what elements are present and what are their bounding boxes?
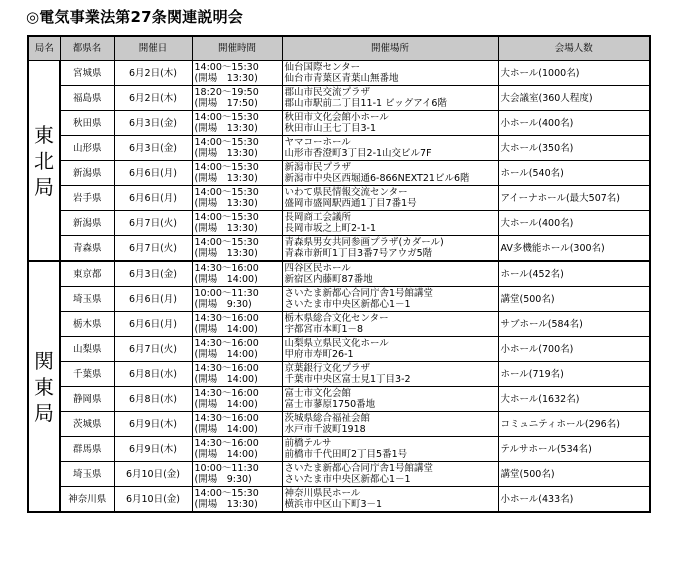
venue-cell	[282, 387, 498, 412]
doors-open-time: (開場 13:30)	[194, 148, 258, 159]
time-cell	[192, 412, 282, 437]
table-body	[28, 61, 650, 513]
briefing-schedule-table	[27, 35, 651, 513]
time-cell	[192, 287, 282, 312]
time-range: 14:30～16:00	[194, 313, 259, 324]
venue-cell	[282, 487, 498, 513]
venue-name: 栃木県総合文化センター	[284, 313, 389, 324]
venue-address: さいたま市中央区新都心1－1	[284, 474, 411, 485]
venue-name: 長岡商工会議所	[284, 212, 352, 223]
bureau-char: 東	[34, 122, 54, 147]
table-row	[28, 136, 650, 161]
time-range: 10:00～11:30	[194, 463, 259, 474]
capacity-cell: 大会議室(360人程度)	[498, 86, 650, 111]
venue-name: 青森県男女共同参画プラザ(カダール)	[284, 237, 444, 248]
capacity-cell: アイーナホール(最大507名)	[498, 186, 650, 211]
prefecture-cell: 山形県	[60, 136, 114, 161]
doors-open-time: (開場 14:00)	[194, 399, 258, 410]
capacity-cell: 大ホール(350名)	[498, 136, 650, 161]
venue-name: 茨城県総合福祉会館	[284, 413, 371, 424]
doors-open-time: (開場 13:30)	[194, 123, 258, 134]
bureau-char: 局	[34, 400, 54, 425]
time-range: 14:30～16:00	[194, 413, 259, 424]
venue-cell	[282, 61, 498, 86]
doors-open-time: (開場 14:00)	[194, 274, 258, 285]
time-cell	[192, 312, 282, 337]
table-row	[28, 487, 650, 513]
header-prefecture: 都県名	[60, 36, 114, 61]
venue-address: 秋田市山王七丁目3-1	[284, 123, 377, 134]
table-row	[28, 412, 650, 437]
time-cell	[192, 136, 282, 161]
doors-open-time: (開場 14:00)	[194, 324, 258, 335]
document-title: ◎電気事業法第27条関連説明会	[26, 8, 243, 26]
time-range: 14:30～16:00	[194, 388, 259, 399]
bureau-char: 局	[34, 174, 54, 199]
capacity-cell: 小ホール(700名)	[498, 337, 650, 362]
time-range: 14:00～15:30	[194, 187, 259, 198]
header-date: 開催日	[114, 36, 192, 61]
capacity-cell: 大ホール(400名)	[498, 211, 650, 236]
header-venue: 開催場所	[282, 36, 498, 61]
capacity-cell: 大ホール(1000名)	[498, 61, 650, 86]
prefecture-cell: 群馬県	[60, 437, 114, 462]
date-cell: 6月8日(水)	[114, 387, 192, 412]
time-range: 18:20～19:50	[194, 87, 259, 98]
prefecture-cell: 新潟県	[60, 211, 114, 236]
venue-name: 秋田市文化会館小ホール	[284, 112, 389, 123]
doors-open-time: (開場 13:30)	[194, 223, 258, 234]
prefecture-cell: 栃木県	[60, 312, 114, 337]
date-cell: 6月7日(火)	[114, 236, 192, 262]
venue-cell	[282, 412, 498, 437]
date-cell: 6月9日(木)	[114, 412, 192, 437]
date-cell: 6月6日(月)	[114, 186, 192, 211]
date-cell: 6月10日(金)	[114, 462, 192, 487]
venue-cell	[282, 211, 498, 236]
venue-address: 前橋市千代田町2丁目5番1号	[284, 449, 408, 460]
prefecture-cell: 埼玉県	[60, 462, 114, 487]
time-cell	[192, 462, 282, 487]
header-time: 開催時間	[192, 36, 282, 61]
table-row	[28, 387, 650, 412]
prefecture-cell: 新潟県	[60, 161, 114, 186]
table-row	[28, 236, 650, 262]
table-row	[28, 261, 650, 287]
venue-address: 横浜市中区山下町3－1	[284, 499, 383, 510]
date-cell: 6月2日(木)	[114, 61, 192, 86]
table-row	[28, 211, 650, 236]
venue-name: 新潟市民プラザ	[284, 162, 352, 173]
time-range: 14:00～15:30	[194, 488, 259, 499]
time-cell	[192, 236, 282, 262]
doors-open-time: (開場 14:00)	[194, 374, 258, 385]
venue-name: さいたま新都心合同庁舎1号館講堂	[284, 463, 434, 474]
table-row	[28, 186, 650, 211]
capacity-cell: 講堂(500名)	[498, 287, 650, 312]
capacity-cell: 講堂(500名)	[498, 462, 650, 487]
venue-name: 京葉銀行文化プラザ	[284, 363, 371, 374]
time-range: 14:30～16:00	[194, 438, 259, 449]
prefecture-cell: 千葉県	[60, 362, 114, 387]
venue-address: 仙台市青葉区青葉山無番地	[284, 73, 399, 84]
capacity-cell: コミュニティホール(296名)	[498, 412, 650, 437]
time-cell	[192, 186, 282, 211]
date-cell: 6月3日(金)	[114, 136, 192, 161]
venue-address: 甲府市寿町26-1	[284, 349, 354, 360]
time-range: 10:00～11:30	[194, 288, 259, 299]
prefecture-cell: 静岡県	[60, 387, 114, 412]
time-cell	[192, 362, 282, 387]
doors-open-time: (開場 9:30)	[194, 299, 252, 310]
capacity-cell: AV多機能ホール(300名)	[498, 236, 650, 262]
venue-address: 水戸市千波町1918	[284, 424, 366, 435]
time-range: 14:00～15:30	[194, 212, 259, 223]
doors-open-time: (開場 14:00)	[194, 349, 258, 360]
capacity-cell: サブホール(584名)	[498, 312, 650, 337]
bureau-char: 北	[34, 148, 54, 173]
doors-open-time: (開場 9:30)	[194, 474, 252, 485]
venue-cell	[282, 186, 498, 211]
doors-open-time: (開場 13:30)	[194, 73, 258, 84]
prefecture-cell: 秋田県	[60, 111, 114, 136]
time-range: 14:30～16:00	[194, 263, 259, 274]
capacity-cell: テルサホール(534名)	[498, 437, 650, 462]
time-cell	[192, 337, 282, 362]
prefecture-cell: 青森県	[60, 236, 114, 262]
venue-cell	[282, 261, 498, 287]
date-cell: 6月8日(水)	[114, 362, 192, 387]
table-row	[28, 61, 650, 86]
time-cell	[192, 211, 282, 236]
capacity-cell: ホール(452名)	[498, 261, 650, 287]
header-row	[28, 36, 650, 61]
table-row	[28, 161, 650, 186]
time-cell	[192, 86, 282, 111]
venue-address: 郡山市駅前二丁目11-1 ビッグアイ6階	[284, 98, 447, 109]
bureau-name	[31, 122, 57, 200]
bureau-char: 東	[34, 374, 54, 399]
bureau-name	[31, 348, 57, 426]
venue-name: ヤマコーホール	[284, 137, 351, 148]
prefecture-cell: 福島県	[60, 86, 114, 111]
venue-address: 青森市新町1丁目3番7号アウガ5階	[284, 248, 433, 259]
venue-address: 富士市蓼原1750番地	[284, 399, 376, 410]
venue-cell	[282, 362, 498, 387]
table-row	[28, 287, 650, 312]
time-cell	[192, 387, 282, 412]
doors-open-time: (開場 13:30)	[194, 198, 258, 209]
venue-name: 富士市文化会館	[284, 388, 352, 399]
venue-address: 盛岡市盛岡駅西通1丁目7番1号	[284, 198, 417, 209]
bureau-char: 関	[34, 348, 54, 373]
prefecture-cell: 神奈川県	[60, 487, 114, 513]
time-range: 14:00～15:30	[194, 237, 259, 248]
doors-open-time: (開場 14:00)	[194, 449, 258, 460]
time-cell	[192, 161, 282, 186]
venue-cell	[282, 111, 498, 136]
table-row	[28, 86, 650, 111]
doors-open-time: (開場 17:50)	[194, 98, 258, 109]
venue-cell	[282, 312, 498, 337]
venue-name: 四谷区民ホール	[284, 263, 351, 274]
venue-address: 山形市香澄町3丁目2-1山交ビル7F	[284, 148, 432, 159]
venue-name: 前橋テルサ	[284, 438, 332, 449]
venue-address: 千葉市中央区富士見1丁目3-2	[284, 374, 411, 385]
prefecture-cell: 岩手県	[60, 186, 114, 211]
time-cell	[192, 437, 282, 462]
time-cell	[192, 61, 282, 86]
date-cell: 6月7日(火)	[114, 337, 192, 362]
time-range: 14:30～16:00	[194, 338, 259, 349]
date-cell: 6月9日(木)	[114, 437, 192, 462]
venue-cell	[282, 236, 498, 262]
table-row	[28, 362, 650, 387]
time-cell	[192, 487, 282, 513]
date-cell: 6月3日(金)	[114, 261, 192, 287]
capacity-cell: ホール(719名)	[498, 362, 650, 387]
capacity-cell: 大ホール(1632名)	[498, 387, 650, 412]
venue-cell	[282, 287, 498, 312]
table-row	[28, 462, 650, 487]
venue-cell	[282, 136, 498, 161]
doors-open-time: (開場 13:30)	[194, 499, 258, 510]
doors-open-time: (開場 13:30)	[194, 248, 258, 259]
time-range: 14:00～15:30	[194, 137, 259, 148]
date-cell: 6月3日(金)	[114, 111, 192, 136]
doors-open-time: (開場 14:00)	[194, 424, 258, 435]
date-cell: 6月6日(月)	[114, 287, 192, 312]
prefecture-cell: 宮城県	[60, 61, 114, 86]
venue-address: 宇都宮市本町1－8	[284, 324, 364, 335]
venue-cell	[282, 437, 498, 462]
capacity-cell: ホール(540名)	[498, 161, 650, 186]
bureau-cell	[28, 261, 60, 512]
venue-cell	[282, 462, 498, 487]
date-cell: 6月6日(月)	[114, 161, 192, 186]
date-cell: 6月10日(金)	[114, 487, 192, 513]
time-cell	[192, 261, 282, 287]
venue-name: 神奈川県民ホール	[284, 488, 361, 499]
capacity-cell: 小ホール(433名)	[498, 487, 650, 513]
time-range: 14:00～15:30	[194, 162, 259, 173]
table-row	[28, 437, 650, 462]
venue-name: 山梨県立県民文化ホール	[284, 338, 389, 349]
time-range: 14:00～15:30	[194, 112, 259, 123]
venue-cell	[282, 337, 498, 362]
table-row	[28, 337, 650, 362]
header-capacity: 会場人数	[498, 36, 650, 61]
venue-address: 新潟市中央区西堀通6-866NEXT21ビル6階	[284, 173, 470, 184]
venue-cell	[282, 86, 498, 111]
venue-name: 仙台国際センター	[284, 62, 361, 73]
venue-address: さいたま市中央区新都心1－1	[284, 299, 411, 310]
time-range: 14:00～15:30	[194, 62, 259, 73]
venue-name: いわて県民情報交流センター	[284, 187, 408, 198]
venue-address: 新宿区内藤町87番地	[284, 274, 373, 285]
venue-cell	[282, 161, 498, 186]
venue-name: 郡山市民交流プラザ	[284, 87, 371, 98]
date-cell: 6月2日(木)	[114, 86, 192, 111]
date-cell: 6月6日(月)	[114, 312, 192, 337]
venue-name: さいたま新都心合同庁舎1号館講堂	[284, 288, 434, 299]
time-range: 14:30～16:00	[194, 363, 259, 374]
prefecture-cell: 東京都	[60, 261, 114, 287]
table-row	[28, 111, 650, 136]
prefecture-cell: 山梨県	[60, 337, 114, 362]
time-cell	[192, 111, 282, 136]
venue-address: 長岡市坂之上町2-1-1	[284, 223, 376, 234]
prefecture-cell: 埼玉県	[60, 287, 114, 312]
capacity-cell: 小ホール(400名)	[498, 111, 650, 136]
bureau-cell	[28, 61, 60, 262]
date-cell: 6月7日(火)	[114, 211, 192, 236]
doors-open-time: (開場 13:30)	[194, 173, 258, 184]
prefecture-cell: 茨城県	[60, 412, 114, 437]
header-bureau: 局名	[28, 36, 60, 61]
table-row	[28, 312, 650, 337]
